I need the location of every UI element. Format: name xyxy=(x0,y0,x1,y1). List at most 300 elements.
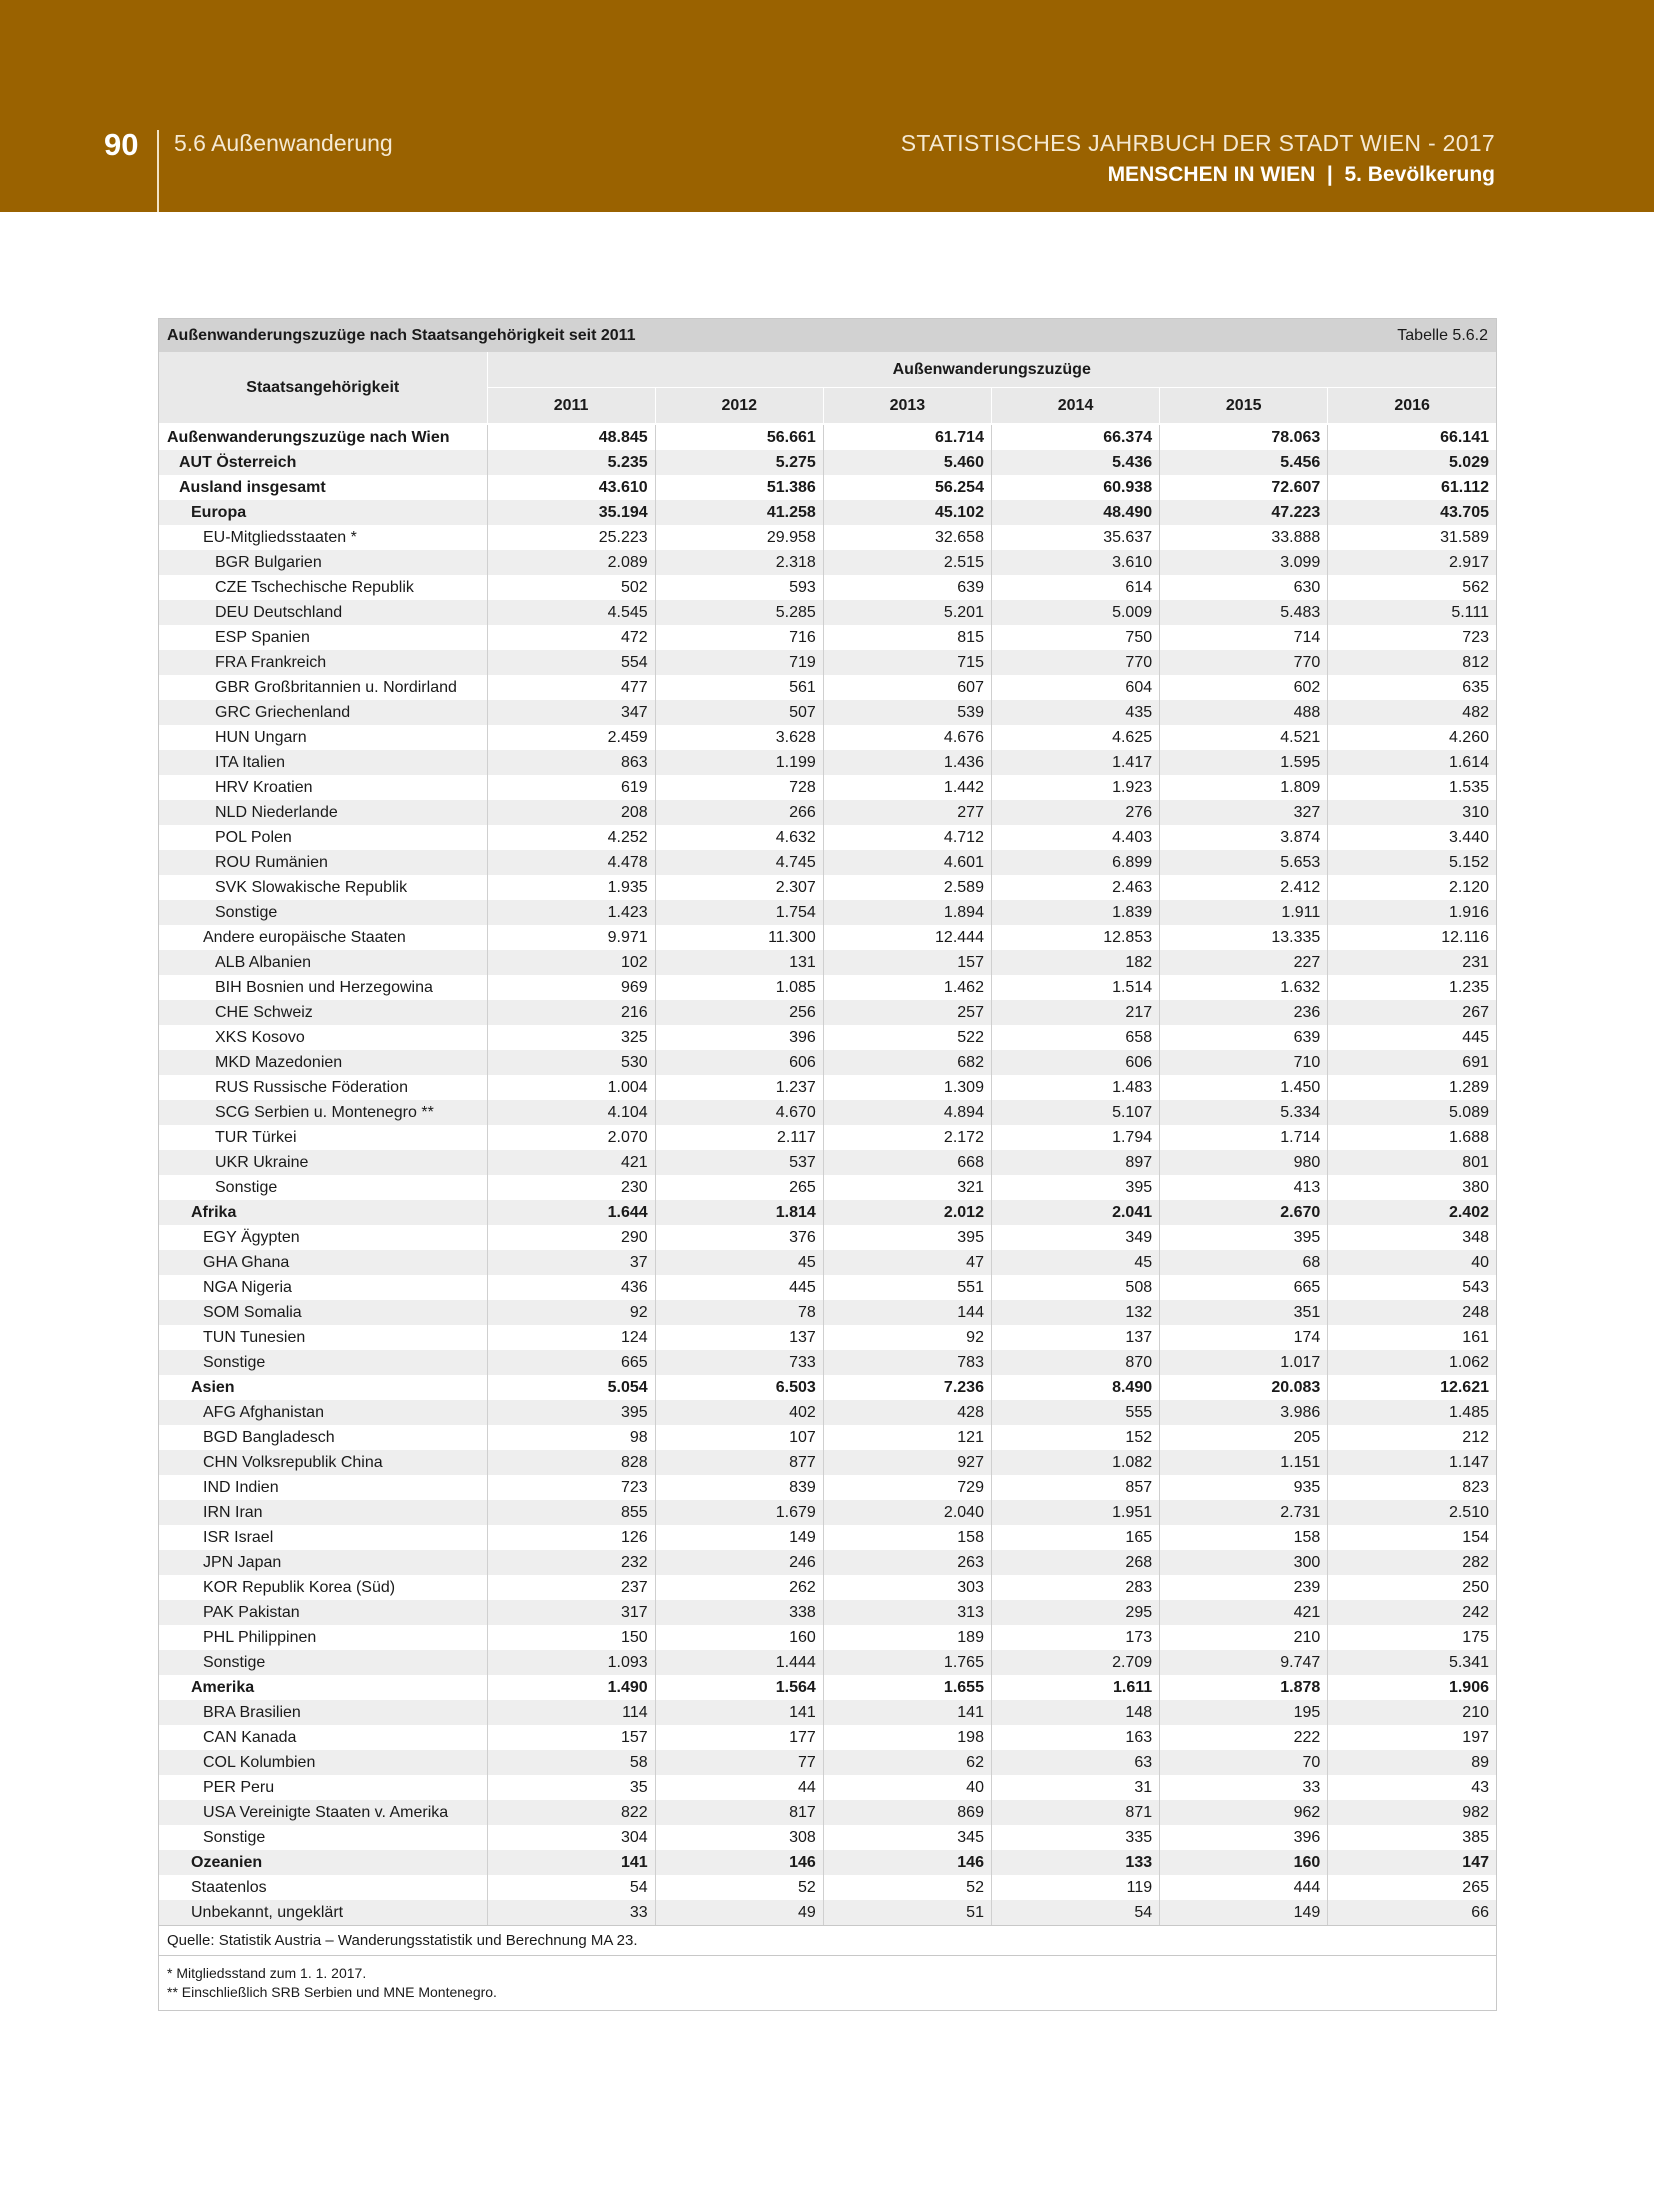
value-cell: 107 xyxy=(655,1425,823,1450)
row-label: Europa xyxy=(159,500,487,525)
value-cell: 607 xyxy=(823,675,991,700)
row-label: SCG Serbien u. Montenegro ** xyxy=(159,1100,487,1125)
value-cell: 262 xyxy=(655,1575,823,1600)
value-cell: 1.151 xyxy=(1160,1450,1328,1475)
table-row xyxy=(159,1300,1496,1325)
value-cell: 33 xyxy=(487,1900,655,1925)
row-label: TUN Tunesien xyxy=(203,1329,306,1346)
value-cell: 750 xyxy=(991,625,1159,650)
value-cell: 25.223 xyxy=(487,525,655,550)
value-cell: 277 xyxy=(823,800,991,825)
value-cell: 54 xyxy=(991,1900,1159,1925)
value-cell: 263 xyxy=(823,1550,991,1575)
value-cell: 77 xyxy=(655,1750,823,1775)
value-cell: 551 xyxy=(823,1275,991,1300)
value-cell: 52 xyxy=(823,1875,991,1900)
value-cell: 9.747 xyxy=(1160,1650,1328,1675)
table-row xyxy=(159,950,1496,975)
row-label: HUN Ungarn xyxy=(215,729,307,746)
row-label: MKD Mazedonien xyxy=(159,1050,487,1075)
value-cell: 543 xyxy=(1328,1275,1496,1300)
value-cell: 89 xyxy=(1328,1750,1496,1775)
chapter-subtitle: MENSCHEN IN WIEN | 5. Bevölkerung xyxy=(1107,163,1495,186)
value-cell: 1.062 xyxy=(1328,1350,1496,1375)
value-cell: 47.223 xyxy=(1160,500,1328,525)
value-cell: 1.564 xyxy=(655,1675,823,1700)
value-cell: 1.004 xyxy=(487,1075,655,1100)
value-cell: 5.483 xyxy=(1160,600,1328,625)
value-cell: 35.637 xyxy=(991,525,1159,550)
row-label: Afrika xyxy=(159,1200,487,1225)
value-cell: 41.258 xyxy=(655,500,823,525)
value-cell: 855 xyxy=(487,1500,655,1525)
row-label: Unbekannt, ungeklärt xyxy=(159,1900,487,1925)
year-header: 2011 xyxy=(487,388,655,425)
value-cell: 150 xyxy=(487,1625,655,1650)
value-cell: 230 xyxy=(487,1175,655,1200)
value-cell: 12.444 xyxy=(823,925,991,950)
row-label: HRV Kroatien xyxy=(215,779,313,796)
value-cell: 1.809 xyxy=(1160,775,1328,800)
value-cell: 482 xyxy=(1328,700,1496,725)
value-cell: 347 xyxy=(487,700,655,725)
row-label: PAK Pakistan xyxy=(159,1600,487,1625)
table-row xyxy=(159,1750,1496,1775)
value-cell: 604 xyxy=(991,675,1159,700)
yearbook-title: STATISTISCHES JAHRBUCH DER STADT WIEN - 2017 xyxy=(900,130,1495,156)
value-cell: 1.485 xyxy=(1328,1400,1496,1425)
value-cell: 982 xyxy=(1328,1800,1496,1825)
value-cell: 530 xyxy=(487,1050,655,1075)
table-body xyxy=(159,424,1496,1925)
table-row xyxy=(159,1850,1496,1875)
value-cell: 444 xyxy=(1160,1875,1328,1900)
value-cell: 823 xyxy=(1328,1475,1496,1500)
table-notes xyxy=(159,1955,1496,2011)
value-cell: 723 xyxy=(1328,625,1496,650)
value-cell: 783 xyxy=(823,1350,991,1375)
row-label: Andere europäische Staaten xyxy=(203,929,406,946)
value-cell: 871 xyxy=(991,1800,1159,1825)
value-cell: 310 xyxy=(1328,800,1496,825)
value-cell: 66.141 xyxy=(1328,424,1496,450)
value-cell: 152 xyxy=(991,1425,1159,1450)
value-cell: 33.888 xyxy=(1160,525,1328,550)
value-cell: 507 xyxy=(655,700,823,725)
value-cell: 63 xyxy=(991,1750,1159,1775)
value-cell: 395 xyxy=(487,1400,655,1425)
value-cell: 283 xyxy=(991,1575,1159,1600)
table-row xyxy=(159,725,1496,750)
value-cell: 72.607 xyxy=(1160,475,1328,500)
value-cell: 121 xyxy=(823,1425,991,1450)
value-cell: 3.874 xyxy=(1160,825,1328,850)
value-cell: 208 xyxy=(487,800,655,825)
value-cell: 61.112 xyxy=(1328,475,1496,500)
value-cell: 4.260 xyxy=(1328,725,1496,750)
table-row xyxy=(159,600,1496,625)
value-cell: 5.107 xyxy=(991,1100,1159,1125)
value-cell: 195 xyxy=(1160,1700,1328,1725)
value-cell: 173 xyxy=(991,1625,1159,1650)
value-cell: 1.017 xyxy=(1160,1350,1328,1375)
value-cell: 665 xyxy=(487,1350,655,1375)
value-cell: 174 xyxy=(1160,1325,1328,1350)
value-cell: 1.611 xyxy=(991,1675,1159,1700)
statistics-table-box xyxy=(158,318,1497,2011)
value-cell: 1.794 xyxy=(991,1125,1159,1150)
value-cell: 1.082 xyxy=(991,1450,1159,1475)
footnote: * Mitgliedsstand zum 1. 1. 2017. xyxy=(167,1965,367,1981)
value-cell: 56.254 xyxy=(823,475,991,500)
value-cell: 5.152 xyxy=(1328,850,1496,875)
value-cell: 242 xyxy=(1328,1600,1496,1625)
value-cell: 1.423 xyxy=(487,900,655,925)
year-header: 2015 xyxy=(1160,388,1328,425)
value-cell: 4.521 xyxy=(1160,725,1328,750)
value-cell: 562 xyxy=(1328,575,1496,600)
value-cell: 770 xyxy=(991,650,1159,675)
value-cell: 267 xyxy=(1328,1000,1496,1025)
value-cell: 210 xyxy=(1328,1700,1496,1725)
value-cell: 157 xyxy=(487,1725,655,1750)
value-cell: 12.621 xyxy=(1328,1375,1496,1400)
header-divider xyxy=(157,130,159,212)
table-row xyxy=(159,1425,1496,1450)
table-row xyxy=(159,1650,1496,1675)
value-cell: 828 xyxy=(487,1450,655,1475)
value-cell: 246 xyxy=(655,1550,823,1575)
value-cell: 231 xyxy=(1328,950,1496,975)
value-cell: 935 xyxy=(1160,1475,1328,1500)
value-cell: 102 xyxy=(487,950,655,975)
value-cell: 161 xyxy=(1328,1325,1496,1350)
value-cell: 395 xyxy=(823,1225,991,1250)
table-row xyxy=(159,1175,1496,1200)
value-cell: 2.307 xyxy=(655,875,823,900)
value-cell: 338 xyxy=(655,1600,823,1625)
value-cell: 33 xyxy=(1160,1775,1328,1800)
row-label: GHA Ghana xyxy=(159,1250,487,1275)
value-cell: 56.661 xyxy=(655,424,823,450)
value-cell: 31.589 xyxy=(1328,525,1496,550)
row-label: IRN Iran xyxy=(159,1500,487,1525)
table-row xyxy=(159,925,1496,950)
value-cell: 1.688 xyxy=(1328,1125,1496,1150)
table-row xyxy=(159,1900,1496,1925)
table-row xyxy=(159,1525,1496,1550)
value-cell: 49 xyxy=(655,1900,823,1925)
value-cell: 4.894 xyxy=(823,1100,991,1125)
value-cell: 445 xyxy=(1328,1025,1496,1050)
value-cell: 68 xyxy=(1160,1250,1328,1275)
value-cell: 710 xyxy=(1160,1050,1328,1075)
value-cell: 146 xyxy=(655,1850,823,1875)
value-cell: 160 xyxy=(1160,1850,1328,1875)
value-cell: 47 xyxy=(823,1250,991,1275)
row-label: Sonstige xyxy=(203,1829,266,1846)
row-label: FRA Frankreich xyxy=(159,650,487,675)
value-cell: 45 xyxy=(991,1250,1159,1275)
row-label: Sonstige xyxy=(215,1179,278,1196)
value-cell: 380 xyxy=(1328,1175,1496,1200)
row-label: CZE Tschechische Republik xyxy=(215,579,414,596)
year-header: 2012 xyxy=(655,388,823,425)
value-cell: 770 xyxy=(1160,650,1328,675)
value-cell: 165 xyxy=(991,1525,1159,1550)
value-cell: 1.614 xyxy=(1328,750,1496,775)
table-row xyxy=(159,475,1496,500)
value-cell: 1.765 xyxy=(823,1650,991,1675)
value-cell: 445 xyxy=(655,1275,823,1300)
value-cell: 5.653 xyxy=(1160,850,1328,875)
value-cell: 635 xyxy=(1328,675,1496,700)
value-cell: 4.625 xyxy=(991,725,1159,750)
value-cell: 317 xyxy=(487,1600,655,1625)
value-cell: 1.839 xyxy=(991,900,1159,925)
row-label: RUS Russische Föderation xyxy=(215,1079,408,1096)
value-cell: 2.120 xyxy=(1328,875,1496,900)
table-row xyxy=(159,1375,1496,1400)
value-cell: 614 xyxy=(991,575,1159,600)
value-cell: 1.916 xyxy=(1328,900,1496,925)
value-cell: 345 xyxy=(823,1825,991,1850)
value-cell: 132 xyxy=(991,1300,1159,1325)
value-cell: 237 xyxy=(487,1575,655,1600)
value-cell: 45 xyxy=(655,1250,823,1275)
value-cell: 197 xyxy=(1328,1725,1496,1750)
row-label: CHE Schweiz xyxy=(159,1000,487,1025)
value-cell: 5.275 xyxy=(655,450,823,475)
value-cell: 13.335 xyxy=(1160,925,1328,950)
value-cell: 98 xyxy=(487,1425,655,1450)
value-cell: 969 xyxy=(487,975,655,1000)
value-cell: 2.459 xyxy=(487,725,655,750)
value-cell: 144 xyxy=(823,1300,991,1325)
row-label: TUR Türkei xyxy=(215,1129,297,1146)
value-cell: 12.116 xyxy=(1328,925,1496,950)
row-label: AUT Österreich xyxy=(159,450,487,475)
value-cell: 35 xyxy=(487,1775,655,1800)
value-cell: 421 xyxy=(1160,1600,1328,1625)
value-cell: 44 xyxy=(655,1775,823,1800)
value-cell: 61.714 xyxy=(823,424,991,450)
value-cell: 436 xyxy=(487,1275,655,1300)
table-row xyxy=(159,1100,1496,1125)
table-row xyxy=(159,1775,1496,1800)
value-cell: 593 xyxy=(655,575,823,600)
value-cell: 863 xyxy=(487,750,655,775)
value-cell: 20.083 xyxy=(1160,1375,1328,1400)
value-cell: 2.589 xyxy=(823,875,991,900)
value-cell: 682 xyxy=(823,1050,991,1075)
value-cell: 70 xyxy=(1160,1750,1328,1775)
table-row xyxy=(159,1500,1496,1525)
table-row xyxy=(159,900,1496,925)
row-label: KOR Republik Korea (Süd) xyxy=(203,1579,396,1596)
table-row xyxy=(159,1050,1496,1075)
value-cell: 3.610 xyxy=(991,550,1159,575)
table-row xyxy=(159,1075,1496,1100)
table-row xyxy=(159,1600,1496,1625)
row-label: ITA Italien xyxy=(159,750,487,775)
row-label: USA Vereinigte Staaten v. Amerika xyxy=(159,1800,487,1825)
row-label: AFG Afghanistan xyxy=(159,1400,487,1425)
value-cell: 276 xyxy=(991,800,1159,825)
value-cell: 148 xyxy=(991,1700,1159,1725)
row-label: JPN Japan xyxy=(159,1550,487,1575)
value-cell: 141 xyxy=(655,1700,823,1725)
value-cell: 4.632 xyxy=(655,825,823,850)
value-cell: 2.515 xyxy=(823,550,991,575)
value-cell: 715 xyxy=(823,650,991,675)
value-cell: 147 xyxy=(1328,1850,1496,1875)
row-label: SOM Somalia xyxy=(159,1300,487,1325)
value-cell: 716 xyxy=(655,625,823,650)
value-cell: 1.490 xyxy=(487,1675,655,1700)
column-group-header: Außenwanderungszuzüge xyxy=(487,352,1496,388)
value-cell: 1.935 xyxy=(487,875,655,900)
value-cell: 43.705 xyxy=(1328,500,1496,525)
value-cell: 210 xyxy=(1160,1625,1328,1650)
row-label: Amerika xyxy=(191,1679,255,1696)
page-number: 90 xyxy=(104,127,139,162)
table-row xyxy=(159,1725,1496,1750)
row-label: ROU Rumänien xyxy=(159,850,487,875)
value-cell: 313 xyxy=(823,1600,991,1625)
value-cell: 1.235 xyxy=(1328,975,1496,1000)
value-cell: 29.958 xyxy=(655,525,823,550)
value-cell: 1.442 xyxy=(823,775,991,800)
value-cell: 351 xyxy=(1160,1300,1328,1325)
value-cell: 5.436 xyxy=(991,450,1159,475)
row-label: BRA Brasilien xyxy=(159,1700,487,1725)
value-cell: 124 xyxy=(487,1325,655,1350)
value-cell: 602 xyxy=(1160,675,1328,700)
value-cell: 157 xyxy=(823,950,991,975)
table-row xyxy=(159,1675,1496,1700)
value-cell: 4.545 xyxy=(487,600,655,625)
value-cell: 508 xyxy=(991,1275,1159,1300)
table-row xyxy=(159,650,1496,675)
row-label: BGD Bangladesch xyxy=(203,1429,335,1446)
value-cell: 141 xyxy=(823,1700,991,1725)
value-cell: 1.894 xyxy=(823,900,991,925)
value-cell: 141 xyxy=(487,1850,655,1875)
value-cell: 1.632 xyxy=(1160,975,1328,1000)
table-source: Quelle: Statistik Austria – Wanderungsstatistik und Berechnung MA 23. xyxy=(159,1925,1496,1955)
table-row xyxy=(159,775,1496,800)
row-label: CHN Volksrepublik China xyxy=(159,1450,487,1475)
row-label: DEU Deutschland xyxy=(159,600,487,625)
row-label: IND Indien xyxy=(203,1479,279,1496)
table-row xyxy=(159,1350,1496,1375)
value-cell: 1.679 xyxy=(655,1500,823,1525)
value-cell: 248 xyxy=(1328,1300,1496,1325)
value-cell: 812 xyxy=(1328,650,1496,675)
row-label: Sonstige xyxy=(159,1650,487,1675)
row-label: EGY Ägypten xyxy=(203,1229,300,1246)
row-label: SVK Slowakische Republik xyxy=(215,879,408,896)
value-cell: 3.099 xyxy=(1160,550,1328,575)
value-cell: 435 xyxy=(991,700,1159,725)
page-header xyxy=(0,0,1654,212)
value-cell: 395 xyxy=(991,1175,1159,1200)
value-cell: 1.147 xyxy=(1328,1450,1496,1475)
table-title: Außenwanderungszuzüge nach Staatsangehörigkeit seit 2011 xyxy=(167,326,636,344)
value-cell: 665 xyxy=(1160,1275,1328,1300)
value-cell: 817 xyxy=(655,1800,823,1825)
value-cell: 5.029 xyxy=(1328,450,1496,475)
value-cell: 376 xyxy=(655,1225,823,1250)
row-label: BIH Bosnien und Herzegowina xyxy=(215,979,433,996)
row-label: ESP Spanien xyxy=(215,629,310,646)
value-cell: 869 xyxy=(823,1800,991,1825)
table-row xyxy=(159,424,1496,450)
table-row xyxy=(159,1275,1496,1300)
row-label: GRC Griechenland xyxy=(159,700,487,725)
value-cell: 182 xyxy=(991,950,1159,975)
value-cell: 2.089 xyxy=(487,550,655,575)
value-cell: 719 xyxy=(655,650,823,675)
value-cell: 327 xyxy=(1160,800,1328,825)
value-cell: 160 xyxy=(655,1625,823,1650)
value-cell: 1.906 xyxy=(1328,1675,1496,1700)
value-cell: 51.386 xyxy=(655,475,823,500)
value-cell: 980 xyxy=(1160,1150,1328,1175)
value-cell: 668 xyxy=(823,1150,991,1175)
value-cell: 131 xyxy=(655,950,823,975)
value-cell: 421 xyxy=(487,1150,655,1175)
row-label: COL Kolumbien xyxy=(159,1750,487,1775)
value-cell: 488 xyxy=(1160,700,1328,725)
value-cell: 561 xyxy=(655,675,823,700)
table-row xyxy=(159,1450,1496,1475)
value-cell: 31 xyxy=(991,1775,1159,1800)
year-header: 2016 xyxy=(1328,388,1496,425)
value-cell: 232 xyxy=(487,1550,655,1575)
value-cell: 149 xyxy=(655,1525,823,1550)
table-row xyxy=(159,875,1496,900)
value-cell: 7.236 xyxy=(823,1375,991,1400)
value-cell: 1.923 xyxy=(991,775,1159,800)
value-cell: 8.490 xyxy=(991,1375,1159,1400)
value-cell: 3.986 xyxy=(1160,1400,1328,1425)
value-cell: 537 xyxy=(655,1150,823,1175)
value-cell: 2.463 xyxy=(991,875,1159,900)
value-cell: 522 xyxy=(823,1025,991,1050)
value-cell: 1.417 xyxy=(991,750,1159,775)
value-cell: 2.709 xyxy=(991,1650,1159,1675)
value-cell: 5.334 xyxy=(1160,1100,1328,1125)
value-cell: 877 xyxy=(655,1450,823,1475)
value-cell: 4.745 xyxy=(655,850,823,875)
value-cell: 1.436 xyxy=(823,750,991,775)
value-cell: 4.478 xyxy=(487,850,655,875)
value-cell: 52 xyxy=(655,1875,823,1900)
row-label: XKS Kosovo xyxy=(215,1029,305,1046)
table-row xyxy=(159,1325,1496,1350)
value-cell: 4.601 xyxy=(823,850,991,875)
value-cell: 1.093 xyxy=(487,1650,655,1675)
value-cell: 839 xyxy=(655,1475,823,1500)
value-cell: 175 xyxy=(1328,1625,1496,1650)
value-cell: 48.490 xyxy=(991,500,1159,525)
value-cell: 2.117 xyxy=(655,1125,823,1150)
value-cell: 897 xyxy=(991,1150,1159,1175)
value-cell: 395 xyxy=(1160,1225,1328,1250)
value-cell: 137 xyxy=(655,1325,823,1350)
